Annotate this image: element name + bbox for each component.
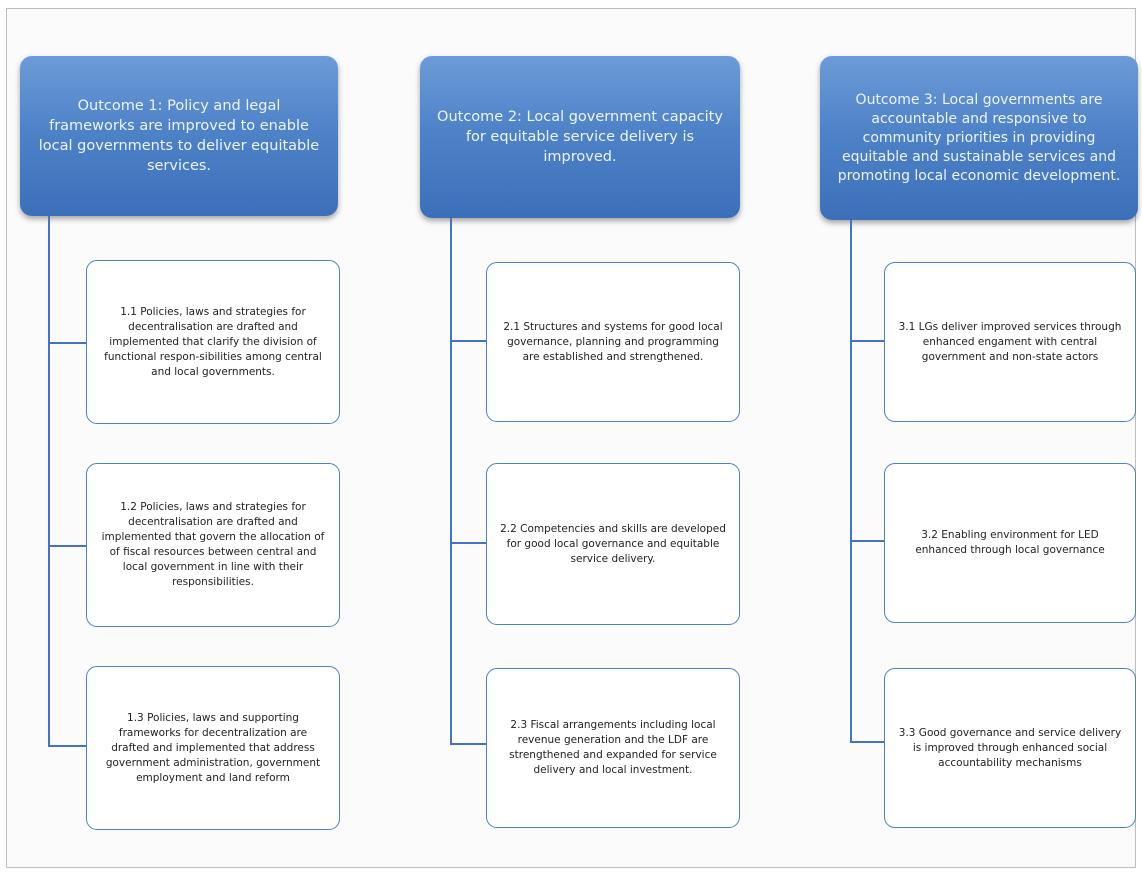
output-2-2-box: 2.2 Competencies and skills are developed for good local governance and equitable service delivery. — [486, 463, 740, 625]
outcome-3-header: Outcome 3: Local governments are accountable and responsive to community priorities in providing equitable and sustainable services and promoting local economic development. — [820, 56, 1138, 220]
output-2-2-connector — [450, 542, 486, 544]
output-3-1-box: 3.1 LGs deliver improved services through enhanced engament with central government and non-state actors — [884, 262, 1136, 422]
output-2-3-connector — [450, 743, 486, 745]
output-3-3-connector — [850, 741, 886, 743]
output-3-2-box: 3.2 Enabling environment for LED enhanced through local governance — [884, 463, 1136, 623]
outcome-1-header: Outcome 1: Policy and legal frameworks are improved to enable local governments to deliver equitable services. — [20, 56, 338, 216]
output-1-3-box: 1.3 Policies, laws and supporting frameworks for decentralization are drafted and implemented that address government administration, government employment and land reform — [86, 666, 340, 830]
outcome-2-header: Outcome 2: Local government capacity for equitable service delivery is improved. — [420, 56, 740, 218]
output-2-1-connector — [450, 340, 486, 342]
output-1-2-box: 1.2 Policies, laws and strategies for decentralisation are drafted and implemented that govern the allocation of of fiscal resources between central and local government in line with their responsibilities. — [86, 463, 340, 627]
output-1-1-connector — [48, 342, 86, 344]
output-2-3-box: 2.3 Fiscal arrangements including local revenue generation and the LDF are strengthened and expanded for service delivery and local investment. — [486, 668, 740, 828]
outcome-3-connector-trunk — [850, 220, 852, 742]
output-3-2-connector — [850, 540, 886, 542]
output-1-1-box: 1.1 Policies, laws and strategies for decentralisation are drafted and implemented that clarify the division of functional respon-sibilities among central and local governments. — [86, 260, 340, 424]
output-1-3-connector — [48, 745, 86, 747]
outcome-2-connector-trunk — [450, 218, 452, 744]
output-2-1-box: 2.1 Structures and systems for good local governance, planning and programming are established and strengthened. — [486, 262, 740, 422]
output-3-1-connector — [850, 340, 886, 342]
output-1-2-connector — [48, 545, 86, 547]
outcome-1-connector-trunk — [48, 216, 50, 746]
output-3-3-box: 3.3 Good governance and service delivery is improved through enhanced social accountability mechanisms — [884, 668, 1136, 828]
